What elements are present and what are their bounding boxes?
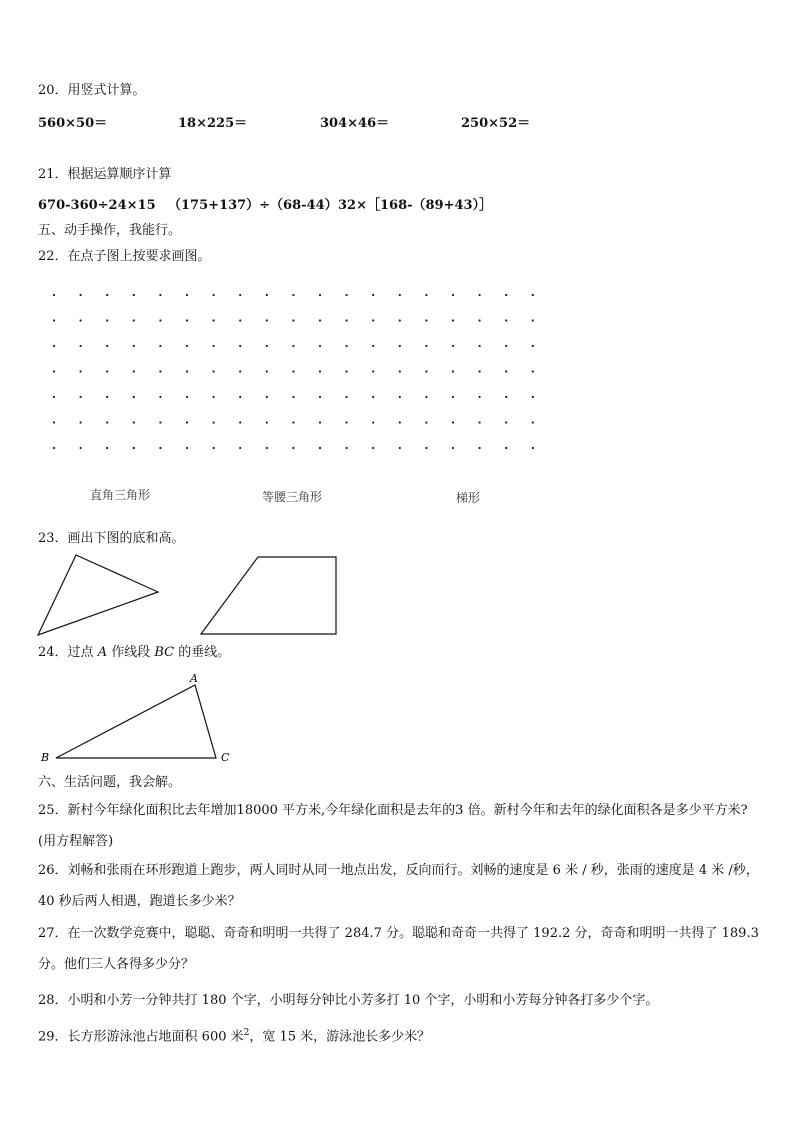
grid-dot xyxy=(479,370,481,372)
grid-dot xyxy=(292,294,294,296)
grid-dot xyxy=(266,319,268,321)
q20-expr-2: 18×225＝ xyxy=(178,116,248,131)
grid-dot xyxy=(133,396,135,398)
grid-dot xyxy=(425,447,427,449)
grid-dot xyxy=(346,370,348,372)
question-28: 28．小明和小芳一分钟共打 180 个字，小明每分钟比小芳多打 10 个字，小明和小芳每分钟各打多少个字。 xyxy=(38,993,659,1008)
grid-dot xyxy=(213,370,215,372)
grid-dot xyxy=(186,319,188,321)
grid-dot xyxy=(346,345,348,347)
label-isosceles-triangle: 等腰三角形 xyxy=(262,490,323,504)
grid-dot xyxy=(399,421,401,423)
grid-dot xyxy=(425,345,427,347)
grid-dot xyxy=(479,294,481,296)
grid-dot xyxy=(80,345,82,347)
grid-dot xyxy=(346,447,348,449)
q24-triangle xyxy=(56,685,216,758)
grid-dot xyxy=(213,294,215,296)
grid-dot xyxy=(505,447,507,449)
vertex-label-c: C xyxy=(221,751,230,764)
grid-dot xyxy=(372,319,374,321)
grid-dot xyxy=(106,421,108,423)
grid-dot xyxy=(399,447,401,449)
grid-dot xyxy=(159,345,161,347)
grid-dot xyxy=(53,447,55,449)
grid-dot xyxy=(452,319,454,321)
grid-dot xyxy=(532,345,534,347)
grid-dot xyxy=(213,345,215,347)
grid-dot xyxy=(266,294,268,296)
grid-dot xyxy=(292,447,294,449)
grid-dot xyxy=(319,370,321,372)
question-29 xyxy=(38,1018,760,1052)
dot-grid[interactable] xyxy=(40,285,550,455)
grid-dot xyxy=(80,294,82,296)
grid-dot xyxy=(80,370,82,372)
grid-dot xyxy=(106,345,108,347)
grid-dot xyxy=(292,370,294,372)
question-22-title: 22．在点子图上按要求画图。 xyxy=(38,249,211,264)
grid-dot xyxy=(186,396,188,398)
q24-prefix: 24．过点 xyxy=(38,645,94,660)
grid-dot xyxy=(239,421,241,423)
grid-dot xyxy=(292,345,294,347)
grid-dot xyxy=(372,447,374,449)
question-25: 25．新村今年绿化面积比去年增加18000 平方米,今年绿化面积是去年的3 倍。新村今年和去年的绿化面积各是多少平方米?(用方程解答) xyxy=(38,803,748,849)
q23-figures xyxy=(30,548,350,640)
grid-dot xyxy=(479,345,481,347)
grid-dot xyxy=(479,421,481,423)
grid-dot xyxy=(532,319,534,321)
grid-dot xyxy=(346,396,348,398)
grid-dot xyxy=(505,319,507,321)
grid-dot xyxy=(505,345,507,347)
label-trapezoid: 梯形 xyxy=(456,491,481,505)
grid-dot xyxy=(186,421,188,423)
q24-suffix: 的垂线。 xyxy=(178,645,231,660)
grid-dot xyxy=(505,396,507,398)
grid-dot xyxy=(532,447,534,449)
grid-dot xyxy=(239,370,241,372)
grid-dot xyxy=(186,447,188,449)
grid-dot xyxy=(425,370,427,372)
grid-dot xyxy=(186,345,188,347)
grid-dot xyxy=(239,396,241,398)
grid-dot xyxy=(186,294,188,296)
grid-dot xyxy=(266,396,268,398)
grid-dot xyxy=(266,370,268,372)
q21-expr-3: 32×［168-（89+43）］ xyxy=(338,198,493,213)
label-right-triangle: 直角三角形 xyxy=(90,488,151,502)
grid-dot xyxy=(452,345,454,347)
grid-dot xyxy=(106,447,108,449)
q20-expr-4: 250×52＝ xyxy=(461,116,531,131)
grid-dot xyxy=(53,294,55,296)
grid-dot xyxy=(505,370,507,372)
grid-dot xyxy=(53,421,55,423)
grid-dot xyxy=(319,447,321,449)
grid-dot xyxy=(239,294,241,296)
q29-after: ，宽 15 米，游泳池长多少米？ xyxy=(249,1029,431,1045)
grid-dot xyxy=(532,421,534,423)
grid-dot xyxy=(159,319,161,321)
grid-dot xyxy=(372,345,374,347)
grid-dot xyxy=(319,396,321,398)
grid-dot xyxy=(425,294,427,296)
grid-dot xyxy=(133,447,135,449)
grid-dot xyxy=(479,319,481,321)
q29-before: 29．长方形游泳池占地面积 600 米 xyxy=(38,1029,244,1045)
grid-dot xyxy=(106,319,108,321)
grid-dot xyxy=(319,294,321,296)
question-27: 27．在一次数学竞赛中，聪聪、奇奇和明明一共得了 284.7 分。聪聪和奇奇一共得了 192.2 分，奇奇和明明一共得了 189.3 分。他们三人各得多少分？ xyxy=(38,926,759,972)
grid-dot xyxy=(159,294,161,296)
q20-expr-1: 560×50＝ xyxy=(38,116,108,131)
grid-dot xyxy=(479,447,481,449)
grid-dot xyxy=(133,294,135,296)
grid-dot xyxy=(266,447,268,449)
grid-dot xyxy=(133,370,135,372)
section-6-heading: 六、生活问题，我会解。 xyxy=(38,775,182,790)
grid-dot xyxy=(399,345,401,347)
q24-triangle-figure xyxy=(35,668,245,768)
grid-dot xyxy=(372,294,374,296)
q23-triangle xyxy=(38,555,158,635)
grid-dot xyxy=(213,319,215,321)
q24-point-a: A xyxy=(97,645,108,660)
grid-dot xyxy=(452,421,454,423)
grid-dot xyxy=(399,396,401,398)
vertex-label-b: B xyxy=(41,751,50,764)
grid-dot xyxy=(292,396,294,398)
grid-dot xyxy=(425,421,427,423)
grid-dot xyxy=(532,396,534,398)
grid-dot xyxy=(425,319,427,321)
question-24-title xyxy=(38,644,230,662)
grid-dot xyxy=(80,396,82,398)
grid-dot xyxy=(505,421,507,423)
grid-dot xyxy=(80,421,82,423)
grid-dot xyxy=(452,370,454,372)
grid-dot xyxy=(213,396,215,398)
grid-dot xyxy=(319,319,321,321)
grid-dot xyxy=(239,447,241,449)
q24-segment-bc: BC xyxy=(154,645,175,660)
question-20-title: 20．用竖式计算。 xyxy=(38,83,146,98)
grid-dot xyxy=(399,370,401,372)
grid-dot xyxy=(452,294,454,296)
grid-dot xyxy=(159,396,161,398)
question-26: 26．刘畅和张雨在环形跑道上跑步，两人同时从同一地点出发，反向而行。刘畅的速度是 6 米 / 秒，张雨的速度是 4 米 /秒，40 秒后两人相遇，跑道长多少米？ xyxy=(38,863,759,909)
grid-dot xyxy=(133,319,135,321)
grid-dot xyxy=(266,345,268,347)
grid-dot xyxy=(319,345,321,347)
grid-dot xyxy=(532,370,534,372)
grid-dot xyxy=(53,319,55,321)
grid-dot xyxy=(106,396,108,398)
question-23-title: 23．画出下图的底和高。 xyxy=(38,531,185,546)
grid-dot xyxy=(239,345,241,347)
grid-dot xyxy=(80,447,82,449)
grid-dot xyxy=(186,370,188,372)
q21-expr-1: 670-360÷24×15 xyxy=(38,198,156,213)
grid-dot xyxy=(425,396,427,398)
grid-dot xyxy=(372,396,374,398)
grid-dot xyxy=(239,319,241,321)
grid-dot xyxy=(106,370,108,372)
q21-expr-2: （175+137）÷（68-44） xyxy=(168,198,338,213)
grid-dot xyxy=(372,421,374,423)
grid-dot xyxy=(452,396,454,398)
q24-middle: 作线段 xyxy=(111,645,151,660)
grid-dot xyxy=(399,294,401,296)
grid-dot xyxy=(53,370,55,372)
grid-dot xyxy=(133,421,135,423)
grid-dot xyxy=(292,421,294,423)
grid-dot xyxy=(80,319,82,321)
grid-dot xyxy=(319,421,321,423)
q20-expr-3: 304×46＝ xyxy=(320,116,390,131)
q29-superscript: 2 xyxy=(243,1028,250,1038)
grid-dot xyxy=(133,345,135,347)
grid-dot xyxy=(452,447,454,449)
grid-dot xyxy=(213,421,215,423)
grid-dot xyxy=(292,319,294,321)
grid-dot xyxy=(159,370,161,372)
grid-dot xyxy=(399,319,401,321)
grid-dot xyxy=(106,294,108,296)
grid-dot xyxy=(346,294,348,296)
grid-dot xyxy=(53,396,55,398)
grid-dot xyxy=(266,421,268,423)
q23-trapezoid xyxy=(201,557,336,634)
grid-dot xyxy=(159,447,161,449)
grid-dot xyxy=(213,447,215,449)
grid-dot xyxy=(505,294,507,296)
grid-dot xyxy=(53,345,55,347)
section-5-heading: 五、动手操作，我能行。 xyxy=(38,223,182,238)
vertex-label-a: A xyxy=(190,672,198,685)
grid-dot xyxy=(159,421,161,423)
grid-dot xyxy=(346,319,348,321)
question-21-title: 21．根据运算顺序计算 xyxy=(38,167,172,182)
grid-dot xyxy=(372,370,374,372)
grid-dot xyxy=(532,294,534,296)
grid-dot xyxy=(479,396,481,398)
grid-dot xyxy=(346,421,348,423)
